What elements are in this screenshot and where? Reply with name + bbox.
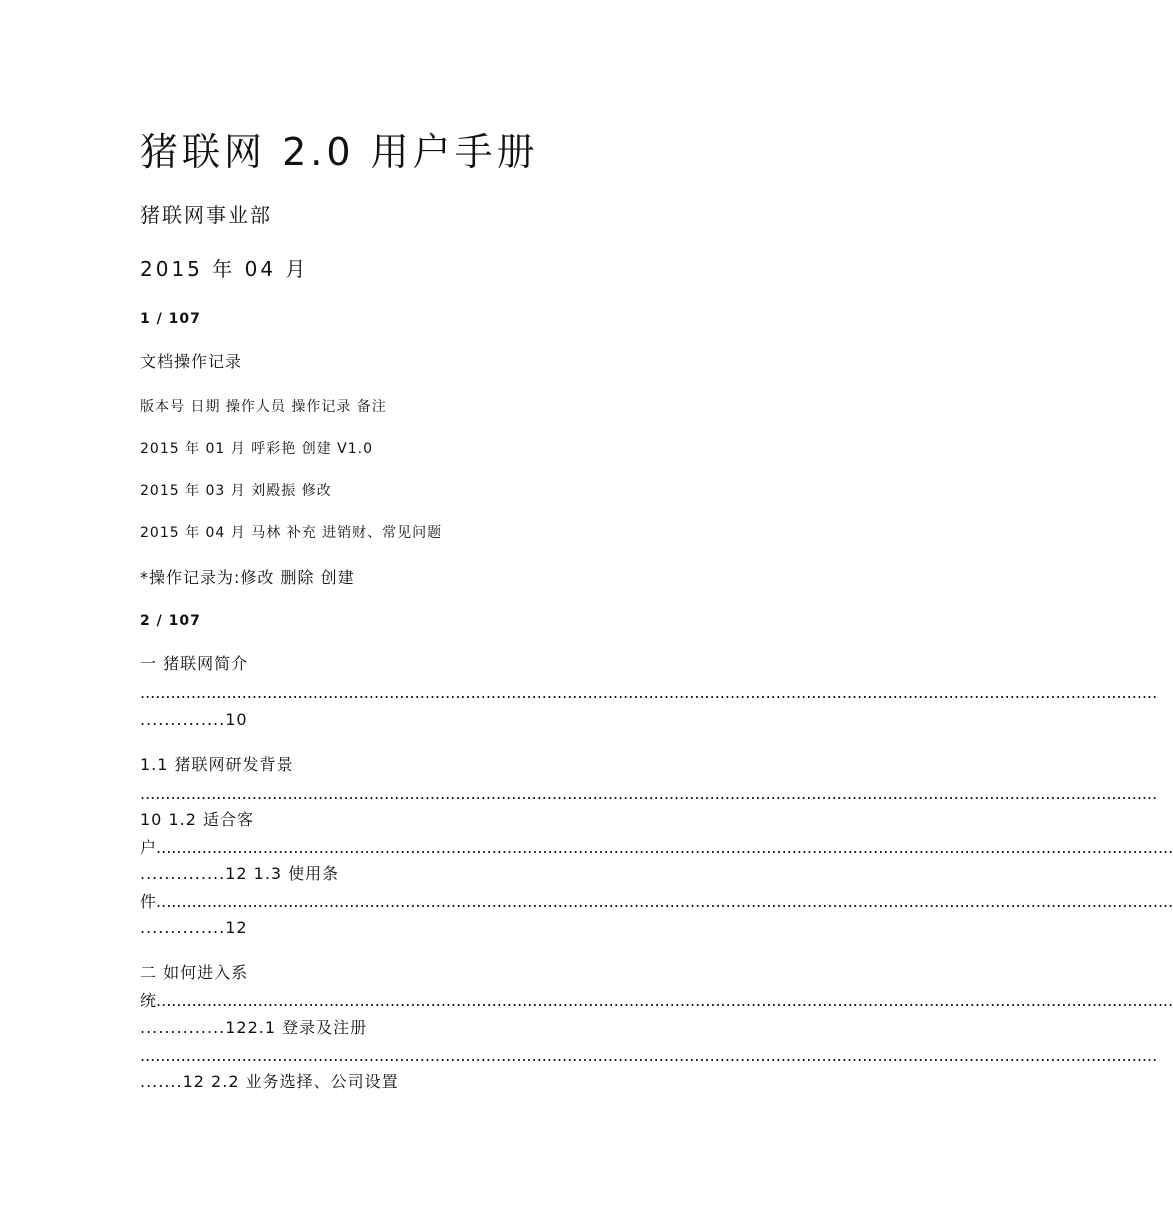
- record-row: 2015 年 04 月 马林 补充 进销财、常见问题: [140, 525, 443, 541]
- toc-entry: .......12 2.2 业务选择、公司设置: [140, 1072, 399, 1091]
- record-row: 2015 年 03 月 刘殿振 修改: [140, 483, 332, 499]
- toc-leader: ........................................................................................................................................................................................................: [140, 683, 1158, 702]
- toc-leader: ........................................................................................................................................................................................................: [140, 784, 1158, 803]
- toc-entry: 一 猪联网简介: [140, 654, 249, 673]
- toc-entry: ..............12 1.3 使用条: [140, 864, 340, 883]
- toc-leader: 户........................................................................................................................................................................................................: [140, 838, 1173, 857]
- toc-leader: ........................................................................................................................................................................................................: [140, 1046, 1158, 1065]
- document-title: 猪联网 2.0 用户手册: [140, 130, 539, 174]
- record-header-row: 版本号 日期 操作人员 操作记录 备注: [140, 399, 387, 415]
- toc-entry: ..............10: [140, 710, 248, 729]
- page-number: 2 / 107: [140, 613, 201, 629]
- toc-entry: 10 1.2 适合客: [140, 810, 254, 829]
- page-number: 1 / 107: [140, 311, 201, 327]
- toc-entry: ..............122.1 登录及注册: [140, 1018, 368, 1037]
- department-name: 猪联网事业部: [140, 203, 272, 227]
- record-note: *操作记录为:修改 删除 创建: [140, 568, 355, 587]
- record-section-title: 文档操作记录: [140, 352, 243, 371]
- record-row: 2015 年 01 月 呼彩艳 创建 V1.0: [140, 441, 373, 457]
- toc-entry: ..............12: [140, 918, 248, 937]
- toc-leader: 统........................................................................................................................................................................................................: [140, 991, 1173, 1010]
- toc-entry: 1.1 猪联网研发背景: [140, 755, 294, 774]
- document-date: 2015 年 04 月: [140, 257, 309, 281]
- toc-entry: 二 如何进入系: [140, 963, 249, 982]
- toc-leader: 件........................................................................................................................................................................................................: [140, 892, 1173, 911]
